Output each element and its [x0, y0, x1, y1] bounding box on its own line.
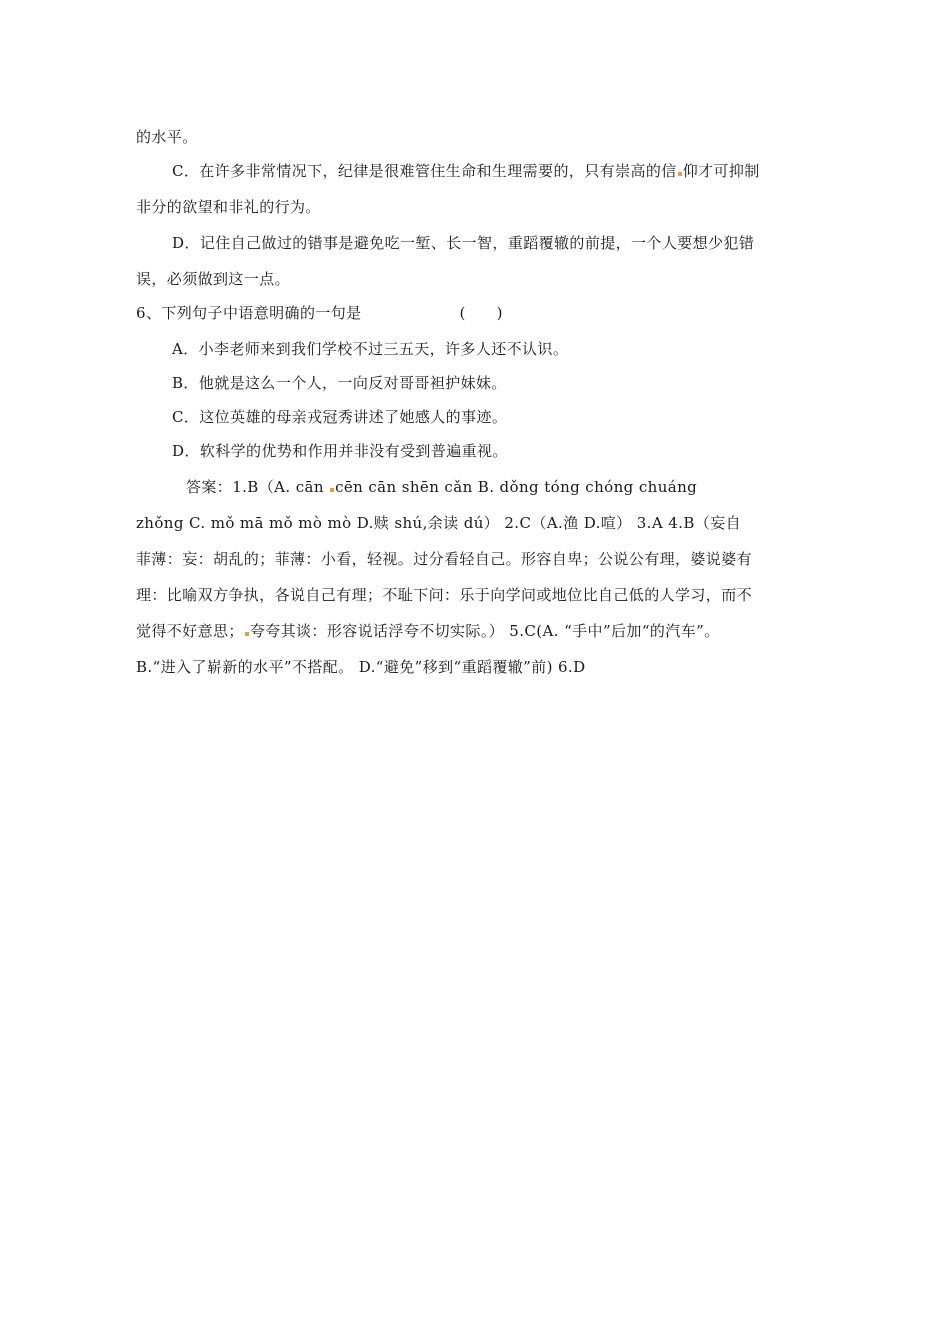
- text-line: 非分的欲望和非礼的行为。: [136, 198, 321, 216]
- answer-line: B.“进入了崭新的水平”不搭配。 D.“避免”移到“重蹈覆辙”前) 6.D: [136, 658, 586, 676]
- highlight-mark: [245, 632, 249, 636]
- question-6-option-d: D．软科学的优势和作用并非没有受到普遍重视。: [172, 442, 508, 460]
- highlight-mark: [678, 172, 682, 176]
- answer-line: 答案：1.B（A. cān cēn cān shēn cǎn B. dǒng tóng chóng chuáng: [186, 478, 698, 496]
- answer-blank: ( ): [459, 304, 503, 322]
- text-line: 误，必须做到这一点。: [136, 270, 291, 288]
- answer-line: 菲薄：妄：胡乱的；菲薄：小看，轻视。过分看轻自己。形容自卑；公说公有理，婆说婆有: [136, 550, 753, 568]
- option-d-text: D．记住自己做过的错事是避免吃一堑、长一智，重蹈覆辙的前提，一个人要想少犯错: [172, 234, 755, 252]
- answer-line: 觉得不好意思； 夸夸其谈：形容说话浮夸不切实际。） 5.C(A. “手中”后加“的汽车”。: [136, 622, 720, 640]
- answer-line: 理：比喻双方争执，各说自己有理；不耻下问：乐于向学问或地位比自己低的人学习，而不: [136, 586, 753, 604]
- question-6-option-a: A．小李老师来到我们学校不过三五天，许多人还不认识。: [172, 340, 569, 358]
- answer-line: zhǒng C. mǒ mā mǒ mò mò D.赎 shú,余读 dú） 2.C（A.渔 D.喧） 3.A 4.B（妄自: [136, 514, 741, 532]
- question-6-option-c: C．这位英雄的母亲戎冠秀讲述了她感人的事迹。: [172, 408, 508, 426]
- question-6: 6、下列句子中语意明确的一句是 ( ): [136, 304, 503, 322]
- text-line: 的水平。: [136, 128, 198, 146]
- option-c-text: C．在许多非常情况下，纪律是很难管住生命和生理需要的，只有崇高的信 仰才可抑制: [172, 162, 760, 180]
- highlight-mark: [330, 488, 334, 492]
- question-6-option-b: B．他就是这么一个人，一向反对哥哥袒护妹妹。: [172, 374, 507, 392]
